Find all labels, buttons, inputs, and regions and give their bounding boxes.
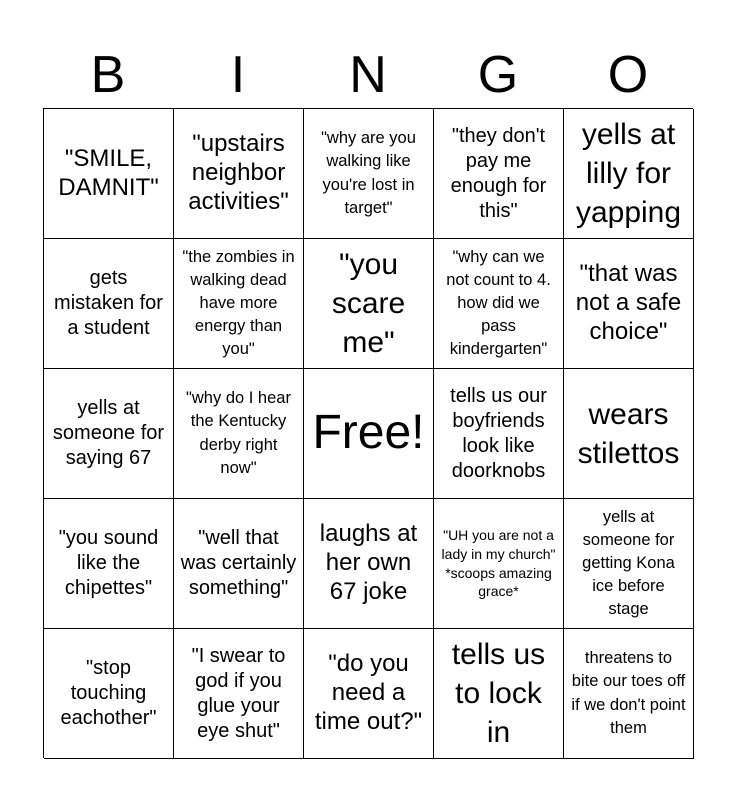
bingo-cell-1[interactable]: "SMILE, DAMNIT" <box>44 109 174 239</box>
bingo-header <box>43 42 693 108</box>
bingo-cell-2[interactable]: "upstairs neighbor activities" <box>174 109 304 239</box>
bingo-cell-7[interactable]: "the zombies in walking dead have more energy than you" <box>174 239 304 369</box>
header-letter-i: I <box>230 46 246 104</box>
bingo-cell-4[interactable]: "they don't pay me enough for this" <box>434 109 564 239</box>
header-letter-b: B <box>90 46 126 104</box>
bingo-cell-22[interactable]: "I swear to god if you glue your eye shut" <box>174 629 304 759</box>
bingo-cell-free[interactable]: Free! <box>304 369 434 499</box>
bingo-cell-14[interactable]: tells us our boyfriends look like doorknobs <box>434 369 564 499</box>
bingo-cell-15[interactable]: wears stilettos <box>564 369 694 499</box>
bingo-cell-21[interactable]: "stop touching eachother" <box>44 629 174 759</box>
bingo-grid <box>43 108 693 758</box>
header-letter-o: O <box>607 46 649 104</box>
bingo-cell-20[interactable]: yells at someone for getting Kona ice before stage <box>564 499 694 629</box>
bingo-cell-12[interactable]: "why do I hear the Kentucky derby right now" <box>174 369 304 499</box>
bingo-cell-5[interactable]: yells at lilly for yapping <box>564 109 694 239</box>
bingo-cell-18[interactable]: laughs at her own 67 joke <box>304 499 434 629</box>
bingo-cell-16[interactable]: "you sound like the chipettes" <box>44 499 174 629</box>
bingo-cell-3[interactable]: "why are you walking like you're lost in target" <box>304 109 434 239</box>
header-letter-g: G <box>477 46 519 104</box>
bingo-cell-17[interactable]: "well that was certainly something" <box>174 499 304 629</box>
bingo-cell-8[interactable]: "you scare me" <box>304 239 434 369</box>
bingo-cell-25[interactable]: threatens to bite our toes off if we don't point them <box>564 629 694 759</box>
bingo-cell-23[interactable]: "do you need a time out?" <box>304 629 434 759</box>
bingo-cell-24[interactable]: tells us to lock in <box>434 629 564 759</box>
bingo-cell-11[interactable]: yells at someone for saying 67 <box>44 369 174 499</box>
bingo-cell-19[interactable]: "UH you are not a lady in my church" *scoops amazing grace* <box>434 499 564 629</box>
bingo-cell-9[interactable]: "why can we not count to 4. how did we pass kindergarten" <box>434 239 564 369</box>
bingo-cell-6[interactable]: gets mistaken for a student <box>44 239 174 369</box>
header-letter-n: N <box>349 46 387 104</box>
bingo-cell-10[interactable]: "that was not a safe choice" <box>564 239 694 369</box>
